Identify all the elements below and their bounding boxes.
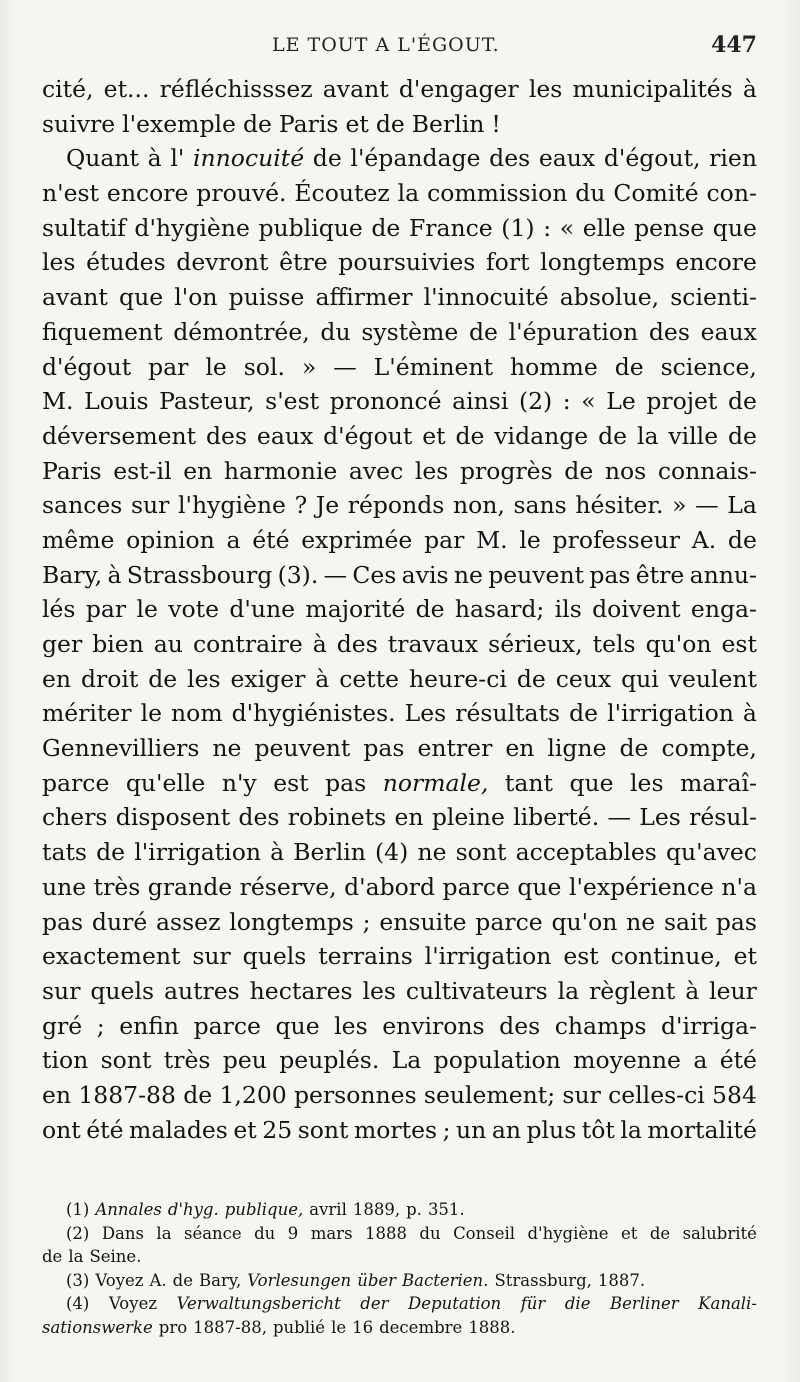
- footnote-line: de la Seine.: [42, 1247, 142, 1266]
- text-line: en 1887-88 de 1,200 personnes seulement; sur celles-ci 584: [42, 1080, 757, 1109]
- text-line: même opinion a été exprimée par M. le professeur A. de: [42, 525, 757, 554]
- footnote-line: (3) Voyez A. de Bary, Vorlesungen über Bacterien. Strassburg, 1887.: [66, 1270, 646, 1290]
- text-line: Quant à l' innocuité de l'épandage des eaux d'égout, rien: [66, 144, 757, 173]
- footnote-line: (2) Dans la séance du 9 mars 1888 du Conseil d'hygiène et de salubrité: [66, 1223, 757, 1243]
- text-line: M. Louis Pasteur, s'est prononcé ainsi (2) : « Le projet de: [42, 387, 757, 416]
- footnote-line: (1) Annales d'hyg. publique, avril 1889, p. 351.: [66, 1200, 465, 1219]
- page-number: 447: [711, 32, 757, 58]
- footnote-line: (4) Voyez Verwaltungsbericht der Deputation für die Berliner Kanali-: [66, 1294, 757, 1313]
- text-line: ont été malades et 25 sont mortes ; un an plus tôt la mortalité: [42, 1115, 757, 1144]
- text-line: mériter le nom d'hygiénistes. Les résultats de l'irrigation à: [42, 699, 757, 728]
- text-line: déversement des eaux d'égout et de vidange de la ville de: [42, 421, 757, 450]
- text-line: en droit de les exiger à cette heure-ci de ceux qui veulent: [42, 664, 757, 693]
- text-line: lés par le vote d'une majorité de hasard; ils doivent enga-: [42, 595, 757, 624]
- page-header: [40, 34, 765, 64]
- footnotes: [42, 1198, 757, 1339]
- text-line: tion sont très peu peuplés. La population moyenne a été: [42, 1046, 757, 1075]
- text-line: suivre l'exemple de Paris et de Berlin !: [42, 109, 501, 138]
- text-line: fiquement démontrée, du système de l'épuration des eaux: [42, 317, 757, 346]
- text-line: Gennevilliers ne peuvent pas entrer en ligne de compte,: [42, 734, 757, 763]
- text-line: une très grande réserve, d'abord parce que l'expérience n'a: [42, 872, 757, 901]
- text-line: parce qu'elle n'y est pas normale, tant que les maraî-: [42, 768, 757, 797]
- text-line: exactement sur quels terrains l'irrigation est continue, et: [42, 942, 757, 971]
- text-line: sances sur l'hygiène ? Je réponds non, sans hésiter. » — La: [42, 491, 757, 520]
- text-line: d'égout par le sol. » — L'éminent homme de science,: [42, 352, 757, 381]
- text-line: pas duré assez longtemps ; ensuite parce qu'on ne sait pas: [42, 907, 757, 936]
- running-title: LE TOUT A L'ÉGOUT.: [272, 34, 500, 56]
- text-line: tats de l'irrigation à Berlin (4) ne sont acceptables qu'avec: [42, 838, 757, 867]
- text-line: gré ; enfin parce que les environs des champs d'irriga-: [42, 1011, 757, 1040]
- body-text: [42, 72, 757, 1147]
- text-line: Paris est-il en harmonie avec les progrès de nos connais-: [42, 456, 757, 485]
- text-line: avant que l'on puisse affirmer l'innocuité absolue, scienti-: [42, 283, 757, 312]
- text-line: n'est encore prouvé. Écoutez la commission du Comité con-: [42, 179, 757, 208]
- text-line: chers disposent des robinets en pleine liberté. — Les résul-: [42, 803, 757, 832]
- text-line: les études devront être poursuivies fort longtemps encore: [42, 248, 757, 277]
- text-line: sur quels autres hectares les cultivateurs la règlent à leur: [42, 976, 757, 1005]
- text-line: sultatif d'hygiène publique de France (1) : « elle pense que: [42, 213, 757, 242]
- text-line: cité, et... réfléchisssez avant d'engager les municipalités à: [42, 75, 757, 103]
- text-line: ger bien au contraire à des travaux sérieux, tels qu'on est: [42, 630, 757, 658]
- text-line: Bary, à Strassbourg (3). — Ces avis ne peuvent pas être annu-: [42, 560, 757, 589]
- footnote-line: sationswerke pro 1887-88, publié le 16 decembre 1888.: [42, 1317, 516, 1337]
